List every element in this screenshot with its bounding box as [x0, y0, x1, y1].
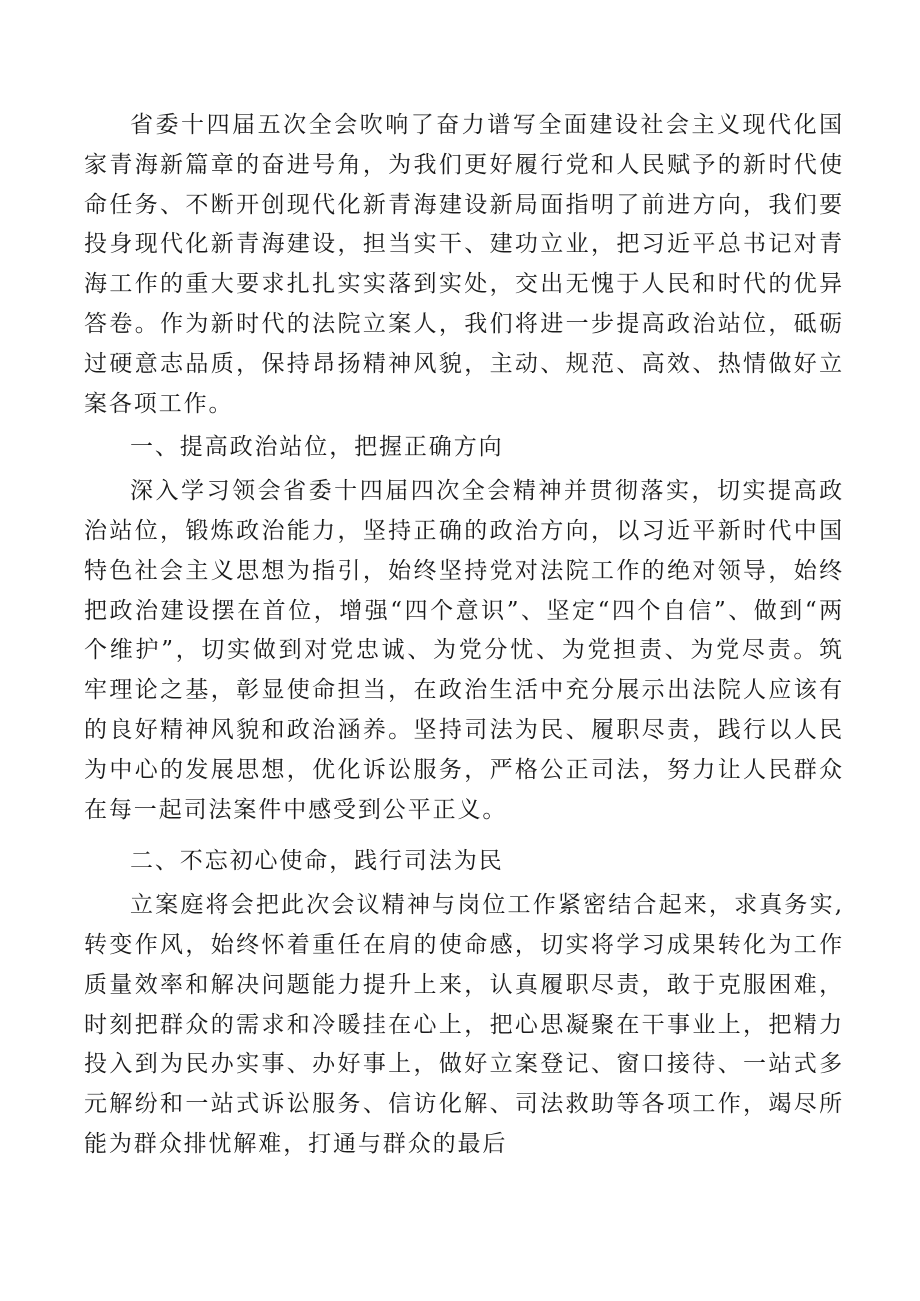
section-2-paragraph: 立案庭将会把此次会议精神与岗位工作紧密结合起来，求真务实,转变作风，始终怀着重任在肩的使命感，切实将学习成果转化为工作质量效率和解决问题能力提升上来，认真履职尽责，敢于克服困难，时刻把群众的需求和冷暖挂在心上，把心思凝聚在干事业上，把精力投入到为民办实事、办好事上，做好立案登记、窗口接待、一站式多元解纷和一站式诉讼服务、信访化解、司法救助等各项工作，竭尽所能为群众排忧解难，打通与群众的最后 — [84, 892, 844, 1157]
section-heading-2: 二、不忘初心使命，践行司法为民 — [130, 848, 504, 875]
spacer — [84, 830, 844, 842]
intro-paragraph: 省委十四届五次全会吹响了奋力谱写全面建设社会主义现代化国家青海新篇章的奋进号角，为我们更好履行党和人民赋予的新时代使命任务、不断开创现代化新青海建设新局面指明了前进方向，我们要投身现代化新青海建设，担当实干、建功立业，把习近平总书记对青海工作的重大要求扎扎实实落到实处，交出无愧于人民和时代的优异答卷。作为新时代的法院立案人，我们将进一步提高政治站位，砥砺过硬意志品质，保持昂扬精神风貌，主动、规范、高效、热情做好立案各项工作。 — [84, 112, 844, 417]
section-1-paragraph: 深入学习领会省委十四届四次全会精神并贯彻落实，切实提高政治站位，锻炼政治能力，坚持正确的政治方向，以习近平新时代中国特色社会主义思想为指引，始终坚持党对法院工作的绝对领导，始终把政治建设摆在首位，增强“四个意识”、坚定“四个自信”、做到“两个维护”，切实做到对党忠诚、为党分忧、为党担责、为党尽责。筑牢理论之基，彰显使命担当，在政治生活中充分展示出法院人应该有的良好精神风貌和政治涵养。坚持司法为民、履职尽责，践行以人民为中心的发展思想，优化诉讼服务，严格公正司法，努力让人民群众在每一起司法案件中感受到公平正义。 — [84, 478, 844, 823]
section-heading-1: 一、提高政治站位，把握正确方向 — [130, 434, 504, 461]
document-page — [84, 106, 844, 1165]
